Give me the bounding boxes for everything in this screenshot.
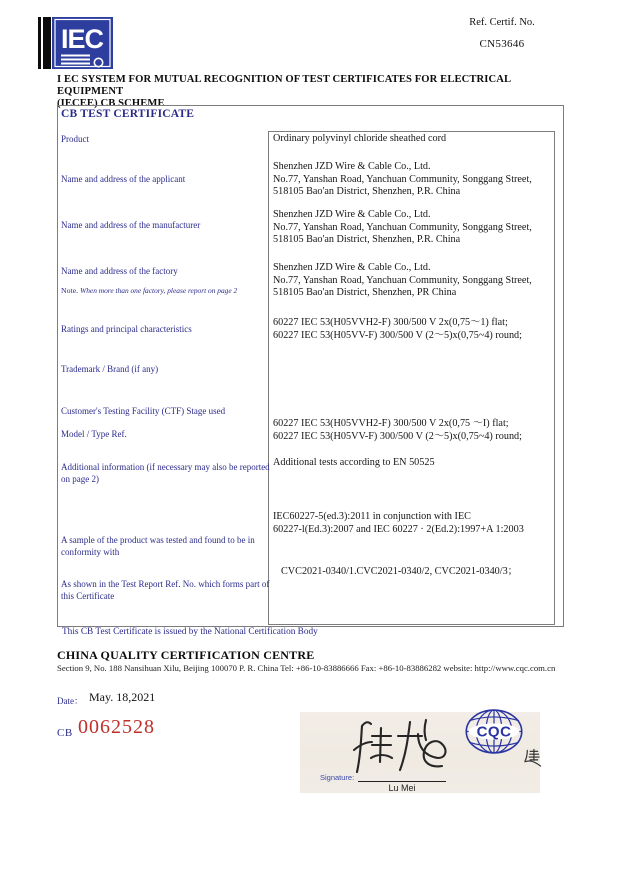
ref-certif-label: Ref. Certif. No. bbox=[469, 17, 535, 28]
issued-by-line: This CB Test Certificate is issued by the National Certification Body bbox=[62, 627, 318, 637]
label-conformity: A sample of the product was tested and found to be in conformity with bbox=[61, 535, 255, 557]
scheme-line-2: (IECEE) CB SCHEME bbox=[57, 98, 165, 109]
value-additional-info: Additional tests according to EN 50525 bbox=[273, 457, 435, 468]
value-product: Ordinary polyvinyl chloride sheathed cord bbox=[273, 133, 447, 144]
label-ratings: Ratings and principal characteristics bbox=[61, 324, 192, 334]
factory-note: Note. When more than one factory, please report on page 2 bbox=[61, 286, 238, 295]
certificate-values-box bbox=[268, 131, 555, 625]
value-manufacturer: Shenzhen JZD Wire & Cable Co., Ltd. No.77, Yanshan Road, Yanchuan Community, Songgang Street, 518105 Bao'an District, Shenzhen, P.R. China bbox=[273, 209, 532, 246]
signature-handwriting bbox=[348, 712, 452, 780]
label-ctf-stage: Customer's Testing Facility (CTF) Stage used bbox=[61, 406, 226, 416]
certification-body-address: Section 9, No. 188 Nansihuan Xilu, Beijing 100070 P. R. China Tel: +86-10-83886666 Fax: +86-10-83886282 website: http://www.cqc.com.cn bbox=[57, 663, 556, 673]
signature-label: Signature: bbox=[320, 773, 355, 782]
iec-logo bbox=[52, 17, 113, 69]
label-model-type-ref: Model / Type Ref. bbox=[61, 429, 127, 439]
cb-number: 0062528 bbox=[78, 716, 155, 738]
value-conformity: IEC60227-5(ed.3):2011 in conjunction with IEC 60227-l(Ed.3):2007 and IEC 60227 · 2(Ed.2):1997+A 1:2003 bbox=[273, 511, 524, 535]
label-trademark: Trademark / Brand (if any) bbox=[61, 364, 159, 374]
ref-certif-number: CN53646 bbox=[479, 38, 525, 50]
signatory-name: Lu Mei bbox=[388, 783, 416, 793]
label-product: Product bbox=[61, 134, 89, 144]
scheme-line-1: I EC SYSTEM FOR MUTUAL RECOGNITION OF TEST CERTIFICATES FOR ELECTRICAL EQUIPMENT bbox=[57, 74, 511, 97]
label-test-report: As shown in the Test Report Ref. No. which forms part of this Certificate bbox=[61, 579, 270, 601]
signature-line bbox=[358, 781, 446, 782]
cqc-logo-text: CQC bbox=[476, 723, 512, 741]
cb-number-prefix: CB bbox=[57, 727, 73, 739]
value-model-type-ref: 60227 IEC 53(H05VVH2-F) 300/500 V 2x(0,75 〜I) flat; 60227 IEC 53(H05VV-F) 300/500 V (2〜5)x(0,75~4) round; bbox=[273, 418, 522, 442]
stamp-character-jian bbox=[523, 748, 542, 767]
date-value: May. 18,2021 bbox=[89, 690, 156, 704]
value-factory: Shenzhen JZD Wire & Cable Co., Ltd. No.77, Yanshan Road, Yanchuan Community, Songgang Street, 518105 Bao'an District, Shenzhen, PR China bbox=[273, 262, 532, 299]
label-applicant: Name and address of the applicant bbox=[61, 174, 186, 184]
certification-body-name: CHINA QUALITY CERTIFICATION CENTRE bbox=[57, 648, 315, 662]
label-manufacturer: Name and address of the manufacturer bbox=[61, 220, 201, 230]
label-additional-info: Additional information (if necessary may also be reported on page 2) bbox=[61, 462, 270, 484]
date-label: Date： bbox=[57, 696, 83, 706]
certificate-title: CB TEST CERTIFICATE bbox=[61, 108, 195, 120]
value-applicant: Shenzhen JZD Wire & Cable Co., Ltd. No.77, Yanshan Road, Yanchuan Community, Songgang Street, 518105 Bao'an District, Shenzhen, P.R. China bbox=[273, 161, 532, 198]
label-factory: Name and address of the factory bbox=[61, 266, 178, 276]
reference-block bbox=[427, 17, 577, 50]
value-ratings: 60227 IEC 53(H05VVH2-F) 300/500 V 2x(0,75〜1) flat; 60227 IEC 53(H05VV-F) 300/500 V (2〜5)x(0,75~4) round; bbox=[273, 317, 522, 341]
iec-logo-text: IEC bbox=[60, 24, 104, 54]
left-black-bar bbox=[41, 17, 51, 69]
value-test-report: CVC2021-0340/1.CVC2021-0340/2, CVC2021-0340/3； bbox=[281, 566, 518, 577]
cqc-logo bbox=[463, 708, 525, 755]
